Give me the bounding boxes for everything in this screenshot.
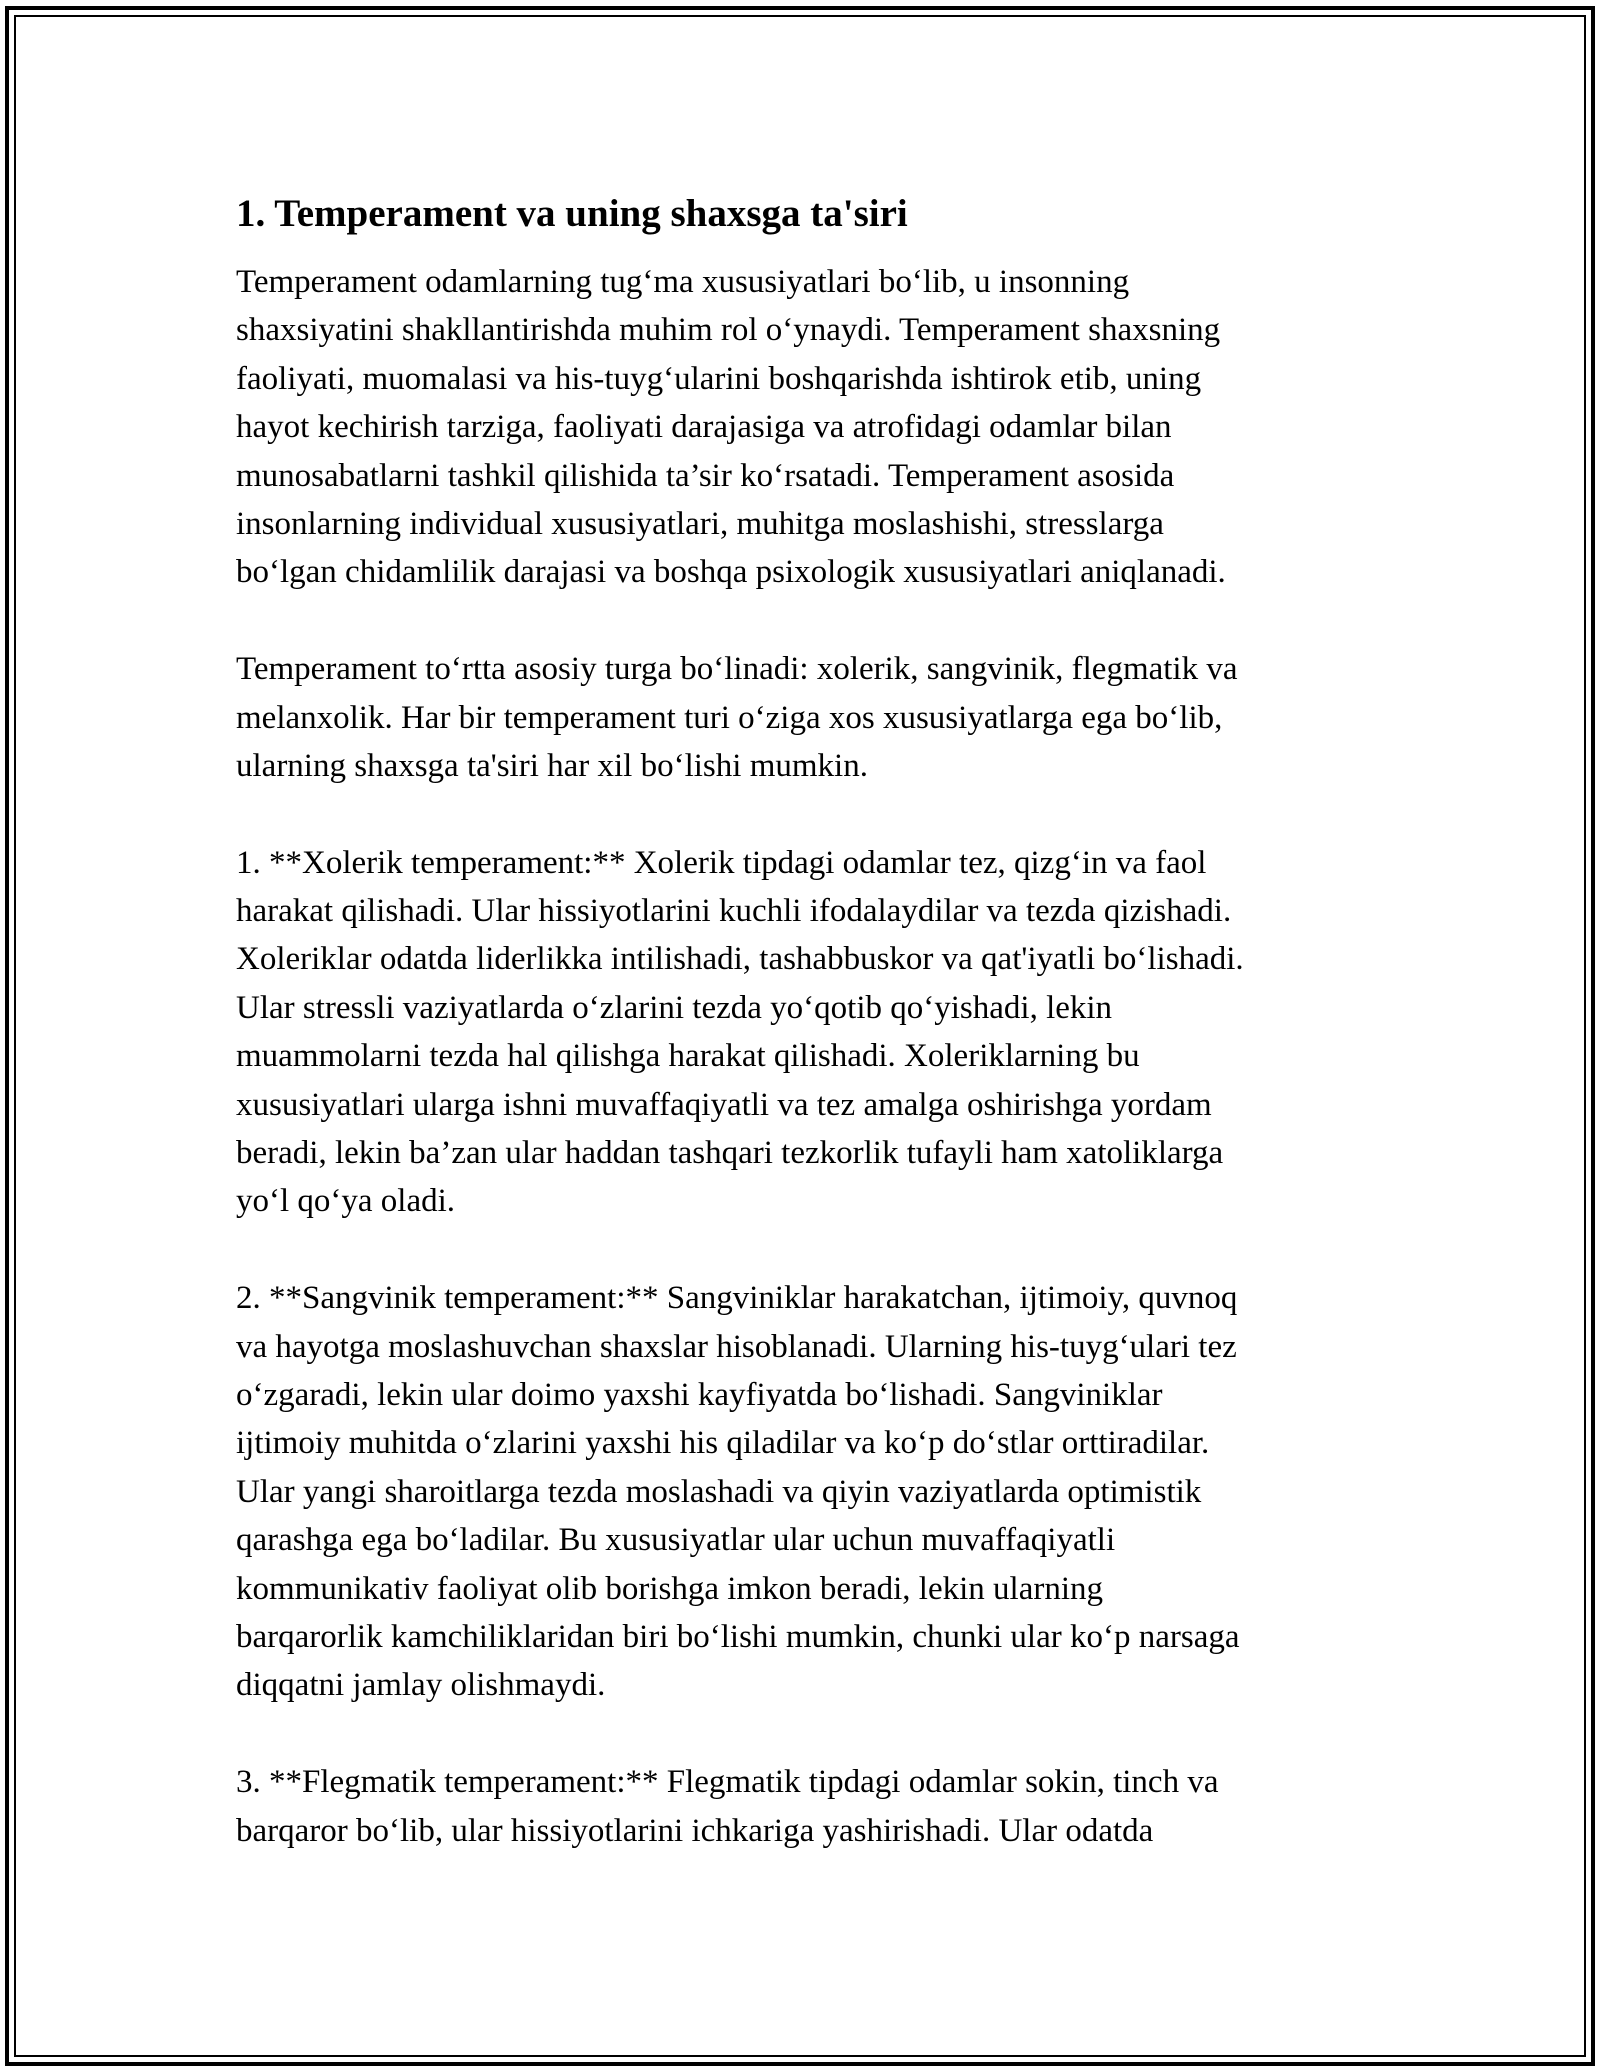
text-line: Ular stressli vaziyatlarda o‘zlarini tezda yo‘qotib qo‘yishadi, lekin (236, 989, 1113, 1026)
text-line: shaxsiyatini shakllantirishda muhim rol o‘ynaydi. Temperament shaxsning (236, 312, 1221, 349)
text-line: yo‘l qo‘ya oladi. (236, 1183, 456, 1220)
text-line: xususiyatlari ularga ishni muvaffaqiyatli va tez amalga oshirishga yordam (236, 1086, 1212, 1123)
paragraph-gap (236, 790, 1386, 838)
paragraph-gap (236, 597, 1386, 645)
text-line: Temperament odamlarning tug‘ma xususiyatlari bo‘lib, u insonning (236, 264, 1130, 300)
text-line: insonlarning individual xususiyatlari, muhitga moslashishi, stresslarga (236, 505, 1164, 542)
text-line: Xoleriklar odatda liderlikka intilishadi, tashabbuskor va qat'iyatli bo‘lishadi. (236, 941, 1244, 978)
paragraph-gap (236, 1226, 1386, 1274)
text-line: munosabatlarni tashkil qilishida ta’sir ko‘rsatadi. Temperament asosida (236, 457, 1175, 494)
text-line: hayot kechirish tarziga, faoliyati darajasiga va atrofidagi odamlar bilan (236, 409, 1172, 446)
text-line: barqarorlik kamchiliklaridan biri bo‘lishi mumkin, chunki ular ko‘p narsaga (236, 1618, 1240, 1655)
text-line: faoliyati, muomalasi va his-tuyg‘ularini boshqarishda ishtirok etib, uning (236, 360, 1202, 397)
text-line: 1. **Xolerik temperament:** Xolerik tipdagi odamlar tez, qizg‘in va faol (236, 844, 1207, 881)
text-line: o‘zgaradi, lekin ular doimo yaxshi kayfiyatda bo‘lishadi. Sangviniklar (236, 1376, 1163, 1413)
text-line: harakat qilishadi. Ular hissiyotlarini kuchli ifodalaydilar va tezda qizishadi. (236, 893, 1232, 930)
section-heading: 1. Temperament va uning shaxsga ta'siri (236, 192, 908, 235)
paragraph-gap (236, 1710, 1386, 1758)
text-line: beradi, lekin ba’zan ular haddan tashqari tezkorlik tufayli ham xatoliklarga (236, 1135, 1224, 1172)
text-line: ijtimoiy muhitda o‘zlarini yaxshi his qiladilar va ko‘p do‘stlar orttiradilar. (236, 1425, 1210, 1462)
text-line: 2. **Sangvinik temperament:** Sangviniklar harakatchan, ijtimoiy, quvnoq (236, 1280, 1238, 1317)
text-line: Temperament to‘rtta asosiy turga bo‘linadi: xolerik, sangvinik, flegmatik va (236, 651, 1238, 688)
text-line: ularning shaxsga ta'siri har xil bo‘lishi mumkin. (236, 747, 868, 784)
text-line: barqaror bo‘lib, ular hissiyotlarini ichkariga yashirishadi. Ular odatda (236, 1812, 1154, 1849)
text-line: diqqatni jamlay olishmaydi. (236, 1667, 606, 1704)
body-text (236, 258, 1386, 1855)
text-line: va hayotga moslashuvchan shaxslar hisoblanadi. Ularning his-tuyg‘ulari tez (236, 1328, 1237, 1365)
text-line: qarashga ega bo‘ladilar. Bu xususiyatlar ular uchun muvaffaqiyatli (236, 1522, 1116, 1559)
text-line: bo‘lgan chidamlilik darajasi va boshqa psixologik xususiyatlari aniqlanadi. (236, 554, 1226, 591)
text-line: Ular yangi sharoitlarga tezda moslashadi va qiyin vaziyatlarda optimistik (236, 1473, 1202, 1510)
text-line: 3. **Flegmatik temperament:** Flegmatik tipdagi odamlar sokin, tinch va (236, 1764, 1219, 1801)
text-line: melanxolik. Har bir temperament turi o‘ziga xos xususiyatlarga ega bo‘lib, (236, 699, 1223, 736)
text-line: kommunikativ faoliyat olib borishga imkon beradi, lekin ularning (236, 1570, 1104, 1607)
text-line: muammolarni tezda hal qilishga harakat qilishadi. Xoleriklarning bu (236, 1038, 1140, 1075)
document-body (236, 184, 1386, 1855)
